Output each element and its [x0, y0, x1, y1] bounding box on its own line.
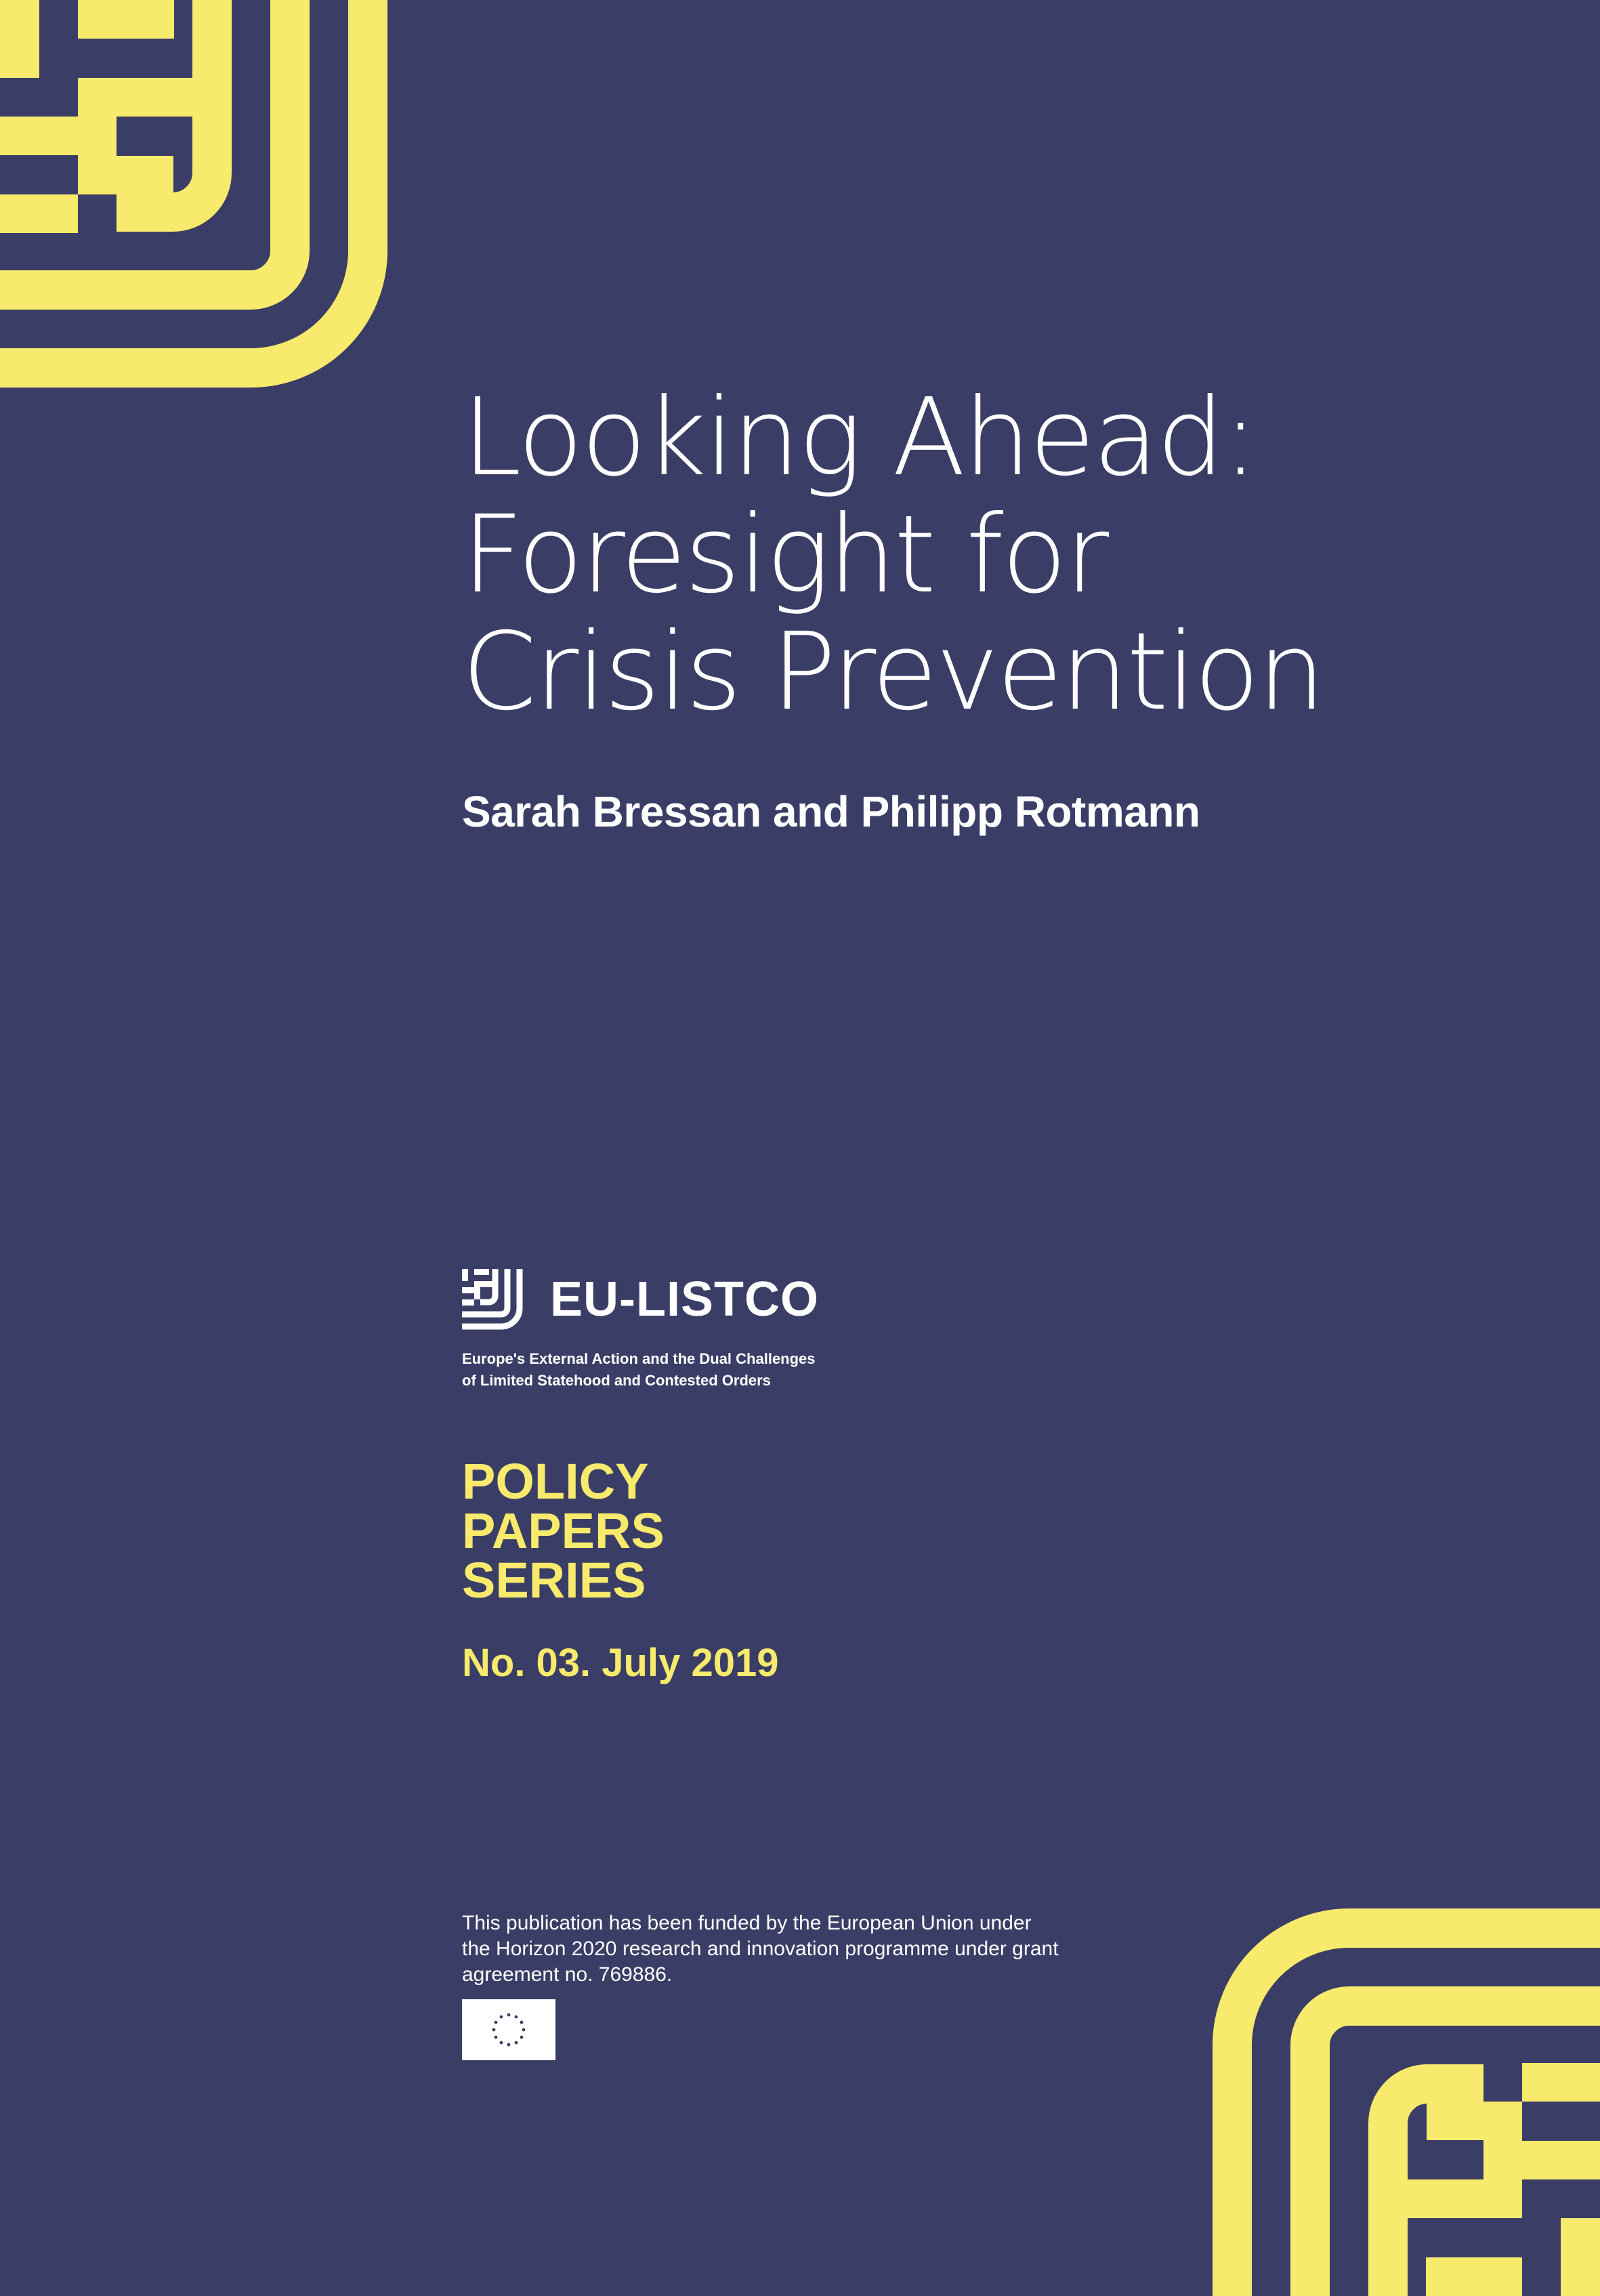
page-title [462, 375, 1324, 734]
funding-line: This publication has been funded by the European Union under [462, 1912, 1032, 1934]
issue-number: No. 03. July 2019 [462, 1641, 779, 1685]
brand-name: EU-LISTCO [550, 1272, 819, 1327]
series-line: SERIES [462, 1552, 646, 1608]
title-line: Looking Ahead: [462, 375, 1257, 500]
authors: Sarah Bressan and Philipp Rotmann [462, 787, 1200, 836]
maze-logo-icon [1213, 1908, 1600, 2296]
title-line: Foresight for [462, 493, 1108, 617]
series-title [462, 1453, 665, 1608]
brand-logo [462, 1268, 819, 1331]
series-line: PAPERS [462, 1503, 665, 1559]
series-line: POLICY [462, 1453, 649, 1509]
funding-line: the Horizon 2020 research and innovation programme under grant [462, 1938, 1059, 1960]
brand-subtitle-line: Europe's External Action and the Dual Challenges [462, 1350, 816, 1367]
brand-subtitle-line: of Limited Statehood and Contested Orders [462, 1372, 771, 1389]
title-line: Crisis Prevention [462, 610, 1324, 734]
brand-subtitle [462, 1348, 816, 1392]
eu-listco-logo-icon [462, 1269, 523, 1330]
funding-notice [462, 1911, 1059, 1988]
maze-logo-icon [0, 0, 387, 388]
eu-flag-icon [462, 1999, 555, 2060]
funding-line: agreement no. 769886. [462, 1963, 673, 1986]
